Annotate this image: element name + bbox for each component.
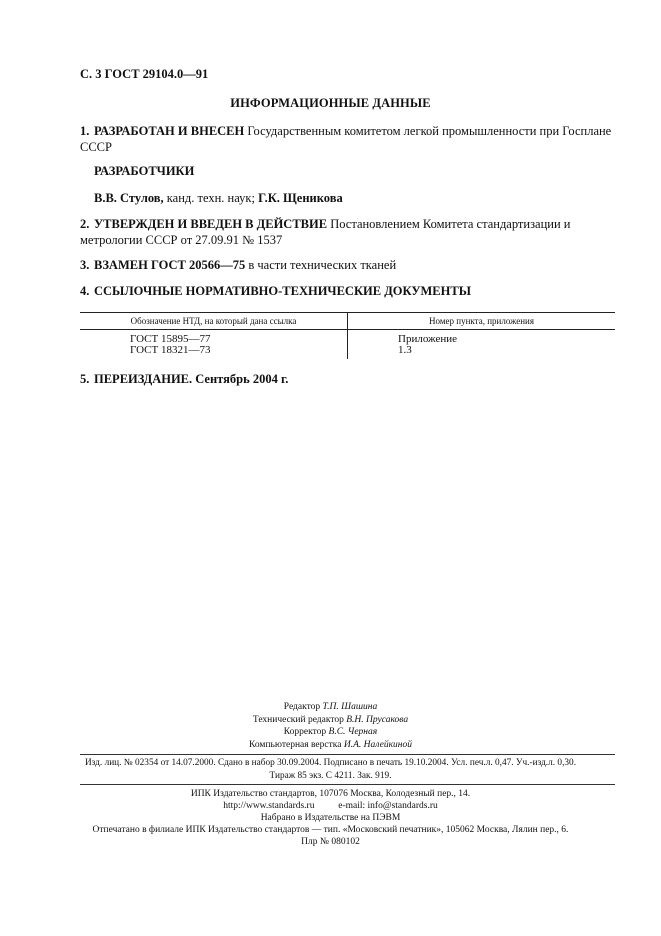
credit-label: Компьютерная верстка: [249, 739, 342, 750]
print-info: [0, 757, 661, 782]
divider-bottom: [80, 784, 615, 785]
developers-title: [80, 163, 625, 179]
item-number: 5.: [80, 372, 90, 386]
credit-person: И.А. Налейкиной: [343, 739, 412, 750]
imprint-typeset: Набрано в Издательстве на ПЭВМ: [260, 813, 401, 823]
credit-label: Технический редактор: [252, 714, 344, 725]
table-cell-clause-1: Приложение: [398, 333, 458, 345]
item-bold: ССЫЛОЧНЫЕ НОРМАТИВНО-ТЕХНИЧЕСКИЕ ДОКУМЕНТЫ: [94, 284, 471, 298]
developer-2-name: Г.К. Щеникова: [258, 191, 343, 205]
print-info-line-2: Тираж 85 экз. С 4211. Зак. 919.: [269, 770, 392, 781]
table-cell-clause-2: 1.3: [398, 344, 412, 356]
item-text: в части технических тканей: [248, 258, 397, 272]
table-header-ntd: Обозначение НТД, на который дана ссылка: [130, 316, 297, 326]
credit-label: Корректор: [283, 727, 327, 737]
credit-person: Т.П. Шашина: [322, 702, 378, 712]
item-number: 1.: [80, 124, 90, 138]
credit-person: В.Н. Прусакова: [346, 714, 409, 725]
item-bold: РАЗРАБОТАН И ВНЕСЕН: [94, 124, 245, 138]
credit-label: Редактор: [283, 702, 321, 712]
item-5: [80, 371, 625, 387]
item-bold: ВЗАМЕН ГОСТ 20566—75: [94, 258, 246, 272]
developers-list: [80, 190, 625, 206]
page-header: С. 3 ГОСТ 29104.0—91: [80, 67, 209, 81]
table-header-clause: Номер пункта, приложения: [429, 316, 534, 326]
credit-corrector: [0, 726, 661, 739]
item-1: [80, 123, 625, 155]
item-bold: ПЕРЕИЗДАНИЕ. Сентябрь 2004 г.: [94, 372, 289, 386]
item-3: [80, 257, 625, 273]
item-4: [80, 283, 625, 299]
credit-tech-editor: [0, 714, 661, 727]
item-number: 3.: [80, 258, 90, 272]
developers-label: РАЗРАБОТЧИКИ: [94, 164, 195, 178]
item-bold: УТВЕРЖДЕН И ВВЕДЕН В ДЕЙСТВИЕ: [94, 217, 328, 231]
item-text: Государственным комитетом легкой промышленности при Госплане СССР: [80, 124, 612, 154]
imprint-url[interactable]: http://www.standards.ru: [223, 801, 315, 811]
credit-editor: [0, 701, 661, 714]
item-2: [80, 216, 625, 248]
imprint-block: [0, 788, 661, 848]
developer-1-degree: канд. техн. наук;: [166, 191, 255, 205]
table-cell-ntd-1: ГОСТ 15895—77: [130, 333, 211, 345]
imprint-printed: Отпечатано в филиале ИПК Издательство стандартов — тип. «Московский печатник», 105062 Москва, Лялин пер., 6.: [92, 825, 569, 835]
developer-1-name: В.В. Стулов,: [94, 191, 164, 205]
imprint-address: ИПК Издательство стандартов, 107076 Москва, Колодезный пер., 14.: [190, 789, 471, 799]
credit-person: В.С. Черная: [328, 727, 378, 737]
divider-top: [80, 754, 615, 755]
imprint-contacts: [0, 800, 661, 812]
imprint-license: Плр № 080102: [301, 837, 360, 847]
table-cell-ntd-2: ГОСТ 18321—73: [130, 344, 211, 356]
table-header-border: [80, 329, 615, 330]
section-title: ИНФОРМАЦИОННЫЕ ДАННЫЕ: [230, 96, 431, 110]
item-number: 4.: [80, 284, 90, 298]
imprint-email[interactable]: e-mail: info@standards.ru: [338, 801, 438, 811]
credits-block: [0, 701, 661, 751]
credit-layout: [0, 739, 661, 752]
print-info-line-1: Изд. лиц. № 02354 от 14.07.2000. Сдано в набор 30.09.2004. Подписано в печать 19.10.2004. Усл. печ.л. 0,47. Уч.-изд.л. 0,30.: [84, 758, 577, 768]
item-text: Постановлением Комитета стандартизации и метрологии СССР от 27.09.91 № 1537: [80, 217, 571, 247]
item-number: 2.: [80, 217, 90, 231]
